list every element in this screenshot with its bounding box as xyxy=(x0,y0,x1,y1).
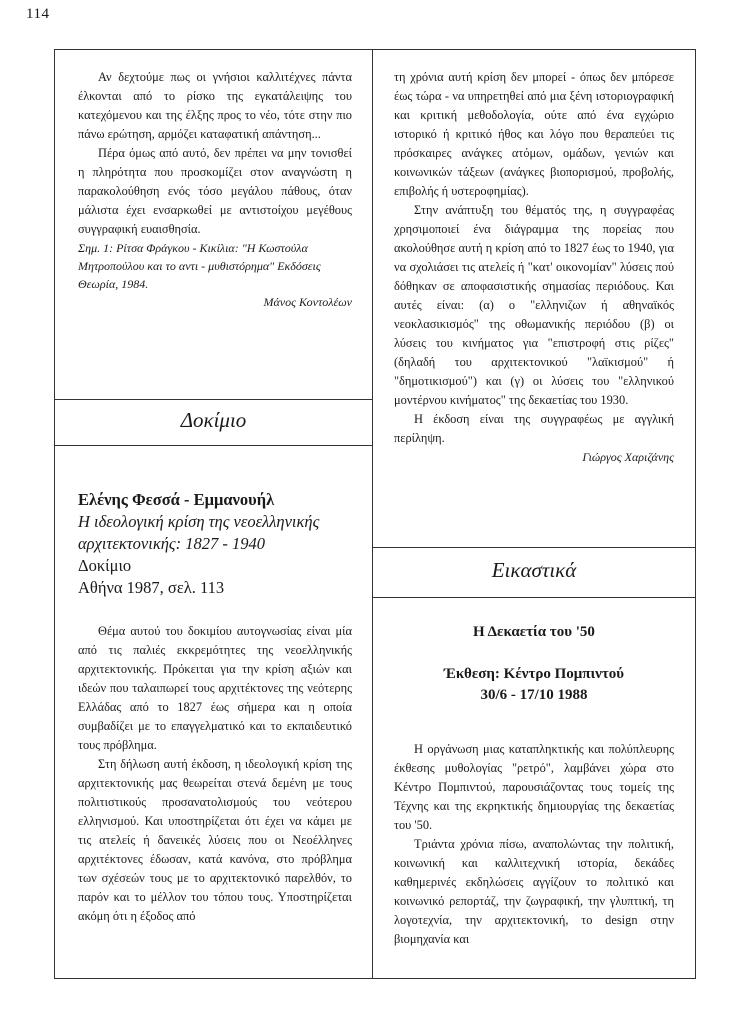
page-number: 114 xyxy=(26,6,50,22)
section-header-eikastika: Εικαστικά xyxy=(491,558,577,582)
event-dates: 30/6 - 17/10 1988 xyxy=(480,687,588,703)
paragraph: Τριάντα χρόνια πίσω, αναπολώντας την πολιτική, κοινωνική και καλλιτεχνική ιστορία, δεκάδες καθημερινές εκδηλώσεις αγγίζουν το πολιτικό και κοινωνικό ρεπορτάζ, την ζωγραφική, την γλυπτική, τη λογοτεχνία, την αρχιτεκτονική, το design στην βιομηχανία και xyxy=(394,837,674,946)
paragraph: Αν δεχτούμε πως οι γνήσιοι καλλιτέχνες πάντα έλκονται από το ρίσκο της εγκατάλειψης του κατεχόμενου και της έλξης προς το νέο, τότε στην πιο πάνω ερώτηση, αρμόζει καταφατική απάντηση... xyxy=(78,70,352,141)
book-genre: Δοκίμιο xyxy=(78,556,132,575)
right-review-text xyxy=(394,68,674,467)
paragraph: Στην ανάπτυξη του θέματός της, η συγγραφέας χρησιμοποιεί ένα διάγραμμα της πορείας που ακολούθησε αυτή η κρίση από το 1827 έως το 1940, για να σχολιάσει τις ατελείς ή "κατ' οικονομίαν" λύσεις πού δόθηκαν σε αποφασιστικής σημασίας περιόδους. Και αυτές είναι: (α) ο "ελληνιζων ή αθηναϊκός νεοκλασικισμός" της οθωμανικής περιόδου (β) οι λύσεις του κινήματος για "επιστροφή στις ρίζες" (δηλαδή του αρχιτεκτονικού "λαϊκισμού" ή "δημοτικισμού") και (γ) οι λύσεις του "ελληνικού μοντέρνου κινήματος" της δεκαετίας του 1930. xyxy=(394,203,674,407)
book-citation xyxy=(78,489,368,599)
left-review-text xyxy=(78,68,352,312)
book-title: Η ιδεολογική κρίση της νεοελληνικής αρχιτεκτονικής: 1827 - 1940 xyxy=(78,512,320,553)
section-header-dokimio: Δοκίμιο xyxy=(180,408,247,432)
paragraph: Θέμα αυτού του δοκιμίου αυτογνωσίας είναι μία από τις παλιές εκκρεμότητες της νεοελληνικής αρχιτεκτονικής. Πρόκειται για την κρίση αξιών και ιδεών που ταλαιπωρεί τους αρχιτέκτονες της νεότερης Ελλάδας από το 1827 έως σήμερα και η οποία συμβαδίζει με το επαγγελματικό και το εκπαιδευτικό τους πρόβλημα. xyxy=(78,624,352,752)
reviewer-signature: Μάνος Κοντολέων xyxy=(263,295,352,309)
rule-dokimio-top xyxy=(54,399,373,400)
eikastika-review-text xyxy=(394,740,674,949)
footnote: Σημ. 1: Ρίτσα Φράγκου - Κικίλια: "Η Κωστούλα Μητροπούλου και το αντι - μυθιστόρημα" Εκδόσεις Θεωρία, 1984. xyxy=(78,241,321,291)
rule-eikastika-bottom xyxy=(372,597,696,598)
dokimio-review-text xyxy=(78,622,352,926)
paragraph: τη χρόνια αυτή κρίση δεν μπορεί - όπως δεν μπόρεσε έως τώρα - να υπηρετηθεί από μια ξένη ιστοριογραφική και κριτική μεθοδολογία, ούτε από ένα εγχώριο ιστορικό ή κριτικό ήθος και λόγο που θεραπεύει τις πρόσκαιρες ανάγκες ατόμων, ομάδων, γενιών και κοινωνικών τάξεων (ανάγκες βιοπορισμού, προβολής, επιβολής ή υστεροφημίας). xyxy=(394,70,674,198)
rule-dokimio-bottom xyxy=(54,445,373,446)
paragraph: Στη δήλωση αυτή έκδοση, η ιδεολογική κρίση της αρχιτεκτονικής μας θεωρείται στενά δεμένη με τους πολιτιστικούς προσανατολισμούς του νεότερου ελληνισμού. Και υποστηρίζεται ότι έχει να κάμει με τις ατελείς ή δανεικές λύσεις που οι Νεοέλληνες αρχιτέκτονες έδωσαν, κατά κανόνα, στο πρόβλημα των σχέσεών τους με το αρχιτεκτονικό παρελθόν, το παρόν και το μέλλον του τόπου τους. Υποστηρίζεται ακόμη ότι η έξοδος από xyxy=(78,757,352,923)
event-venue: Έκθεση: Κέντρο Πομπιντού xyxy=(443,666,625,682)
reviewer-signature: Γιώργος Χαριζάνης xyxy=(582,450,674,464)
paragraph: Η οργάνωση μιας καταπληκτικής και πολύπλευρης έκθεσης μυθολογίας "ρετρό", λαμβάνει χώρα στο Κέντρο Πομπιντού, παρουσιάζοντας τους τομείς της Τέχνης και της εκρηκτικής δημιουργίας της δεκαετίας του '50. xyxy=(394,742,674,832)
book-author: Ελένης Φεσσά - Εμμανουήλ xyxy=(78,490,275,509)
paragraph: Η έκδοση είναι της συγγραφέως με αγγλική περίληψη. xyxy=(394,412,674,445)
rule-eikastika-top xyxy=(372,547,696,548)
paragraph: Πέρα όμως από αυτό, δεν πρέπει να μην τονισθεί η πληρότητα που προσκομίζει στον αναγνώστη η παρακολούθηση ενός τόσο μεγάλου πάθους, όταν μάλιστα έχει ενσαρκωθεί με αντιστοίχου μεγέθους συγγραφική ευαισθησία. xyxy=(78,146,352,236)
column-divider xyxy=(372,49,373,979)
book-place-pages: Αθήνα 1987, σελ. 113 xyxy=(78,578,225,597)
event-title: Η Δεκαετία του '50 xyxy=(473,624,595,640)
